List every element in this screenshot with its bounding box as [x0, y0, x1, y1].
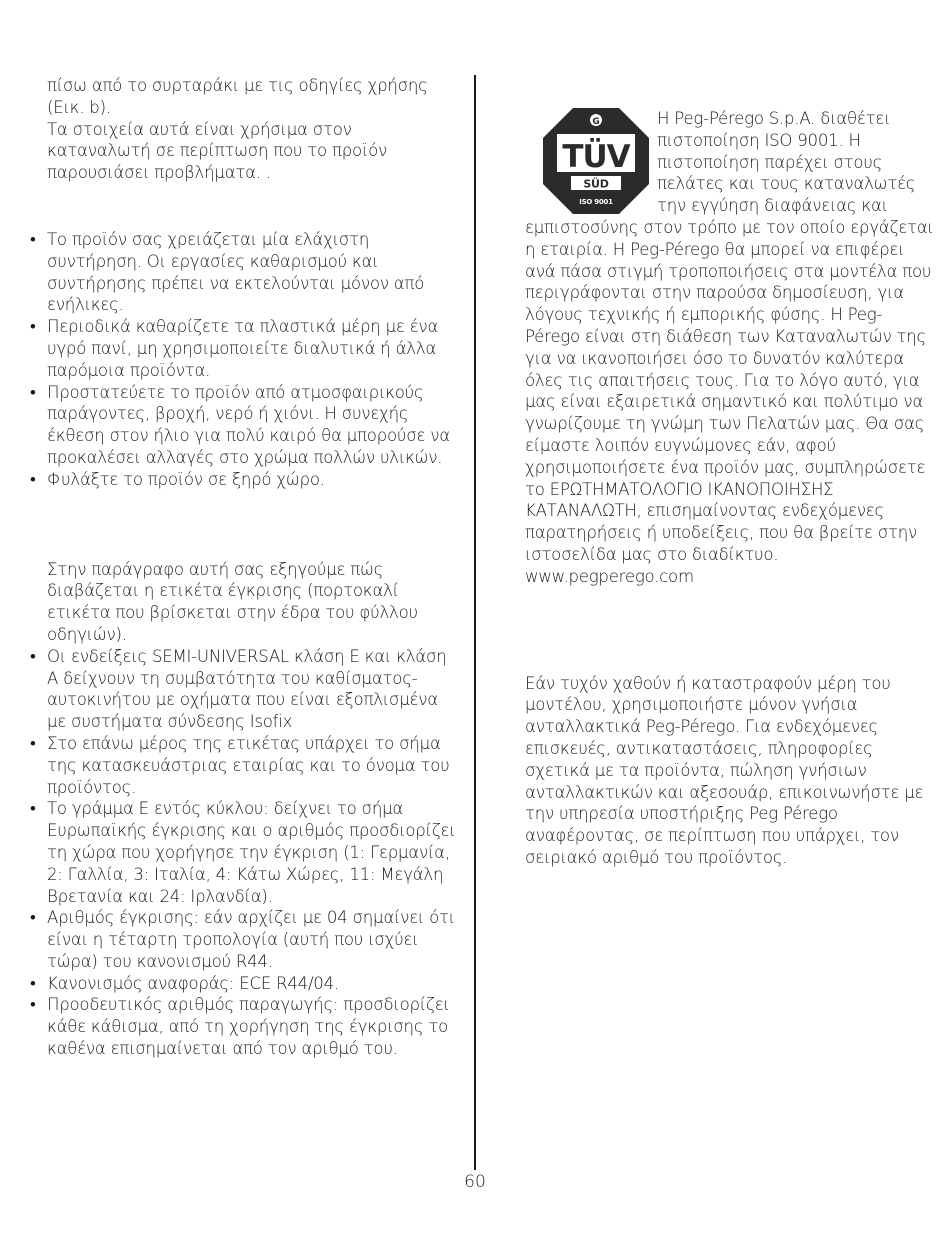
- list-item: • Στο επάνω μέρος της ετικέτας υπάρχει το σήμα της κατασκευάστριας εταιρίας και το όνομα του προϊόντος.: [30, 733, 460, 798]
- tuv-sud-iso-9001-logo-icon: [541, 106, 651, 216]
- logo-brand-text: TÜV: [562, 139, 630, 175]
- logo-sub-text: SÜD: [583, 177, 609, 191]
- list-item: • Περιοδικά καθαρίζετε τα πλαστικά μέρη με ένα υγρό πανί, μη χρησιμοποιείτε διαλυτικά ή άλλα παρόμοια προϊόντα.: [30, 316, 460, 381]
- right-column: [525, 108, 935, 869]
- approval-label-list: [30, 646, 460, 1060]
- spare-parts-text: Εάν τυχόν χαθούν ή καταστραφούν μέρη του μοντέλου, χρησιμοποιήστε μόνον γνήσια ανταλλακτικά Peg-Pérego. Για ενδεχόμενες επισκευές, αντικαταστάσεις, πληροφορίες σχετικά με τα προϊόντα, πώληση γνήσιων ανταλλακτικών και αξεσουάρ, επικοινωνήστε με την υπηρεσία υποστήριξης Peg Pérego αναφέροντας, σε περίπτωση που υπάρχει, τον σειριακό αριθμό του προϊόντος.: [525, 673, 924, 867]
- website-link[interactable]: www.pegperego.com: [525, 566, 694, 586]
- logo-top-letter: G: [592, 117, 600, 127]
- column-divider: [474, 75, 476, 1170]
- maintenance-list: [30, 229, 460, 491]
- list-item: • Προστατεύετε το προϊόν από ατμοσφαιρικούς παράγοντες, βροχή, νερό ή χιόνι. Η συνεχής έκθεση στον ήλιο για πολύ καιρό θα μπορούσε να προκαλέσει αλλαγές στο χρώμα πολλών υλικών.: [30, 382, 460, 469]
- intro-paragraph-2: Τα στοιχεία αυτά είναι χρήσιμα στον καταναλωτή σε περίπτωση που το προϊόν παρουσιάσει προβλήματα. .: [47, 119, 387, 183]
- logo-standard-text: ISO 9001: [579, 198, 613, 206]
- label-intro-paragraph: Στην παράγραφο αυτή σας εξηγούμε πώς διαβάζεται η ετικέτα έγκρισης (πορτοκαλί ετικέτα που βρίσκεται στην έδρα του φύλλου οδηγιών).: [47, 559, 418, 644]
- list-item: • Οι ενδείξεις SEMI-UNIVERSAL κλάση E και κλάση A δείχνουν τη συμβατότητα του καθίσματος-αυτοκινήτου με οχήματα που είναι εξοπλισμένα με συστήματα σύνδεσης Isofix: [30, 646, 460, 733]
- list-item: • Κανονισμός αναφοράς: ECE R44/04.: [30, 973, 460, 995]
- list-item: • Το προϊόν σας χρειάζεται μία ελάχιστη συντήρηση. Οι εργασίες καθαρισμού και συντήρησης πρέπει να εκτελούνται μόνον από ενήλικες.: [30, 229, 460, 316]
- page-number: 60: [464, 1172, 486, 1192]
- iso-certification-text: Η Peg-Pérego S.p.A. διαθέτει πιστοποίηση ISO 9001. Η πιστοποίηση παρέχει στους πελάτες και τους καταναλωτές την εγγύηση διαφάνειας και εμπιστοσύνης στον τρόπο με τον οποίο εργάζεται η εταιρία. Η Peg-Pérego θα μπορεί να επιφέρει ανά πάσα στιγμή τροποποιήσεις στα μοντέλα που περιγράφονται στην παρούσα δημοσίευση, για λόγους τεχνικής ή εμπορικής φύσης. Η Peg-Pérego είναι στη διάθεση των Καταναλωτών της για να ικανοποιήσει όσο το δυνατόν καλύτερα όλες τις απαιτήσεις τους. Για το λόγο αυτό, για μας είναι εξαιρετικά σημαντικό και πολύτιμο να γνωρίζουμε τη γνώμη των Πελατών μας. Θα σας είμαστε λοιπόν ευγνώμονες εάν, αφού χρησιμοποιήσετε ένα προϊόν μας, συμπληρώσετε το ΕΡΩΤΗΜΑΤΟΛΟΓΙΟ ΙΚΑΝΟΠΟΙΗΣΗΣ ΚΑΤΑΝΑΛΩΤΗ, επισημαίνοντας ενδεχόμενες παρατηρήσεις ή υποδείξεις, που θα βρείτε στην ιστοσελίδα μας στο διαδίκτυο.: [525, 109, 934, 564]
- list-item: • Αριθμός έγκρισης: εάν αρχίζει με 04 σημαίνει ότι είναι η τέταρτη τροπολογία (αυτή που ισχύει τώρα) του κανονισμού R44.: [30, 907, 460, 972]
- intro-paragraph-1: πίσω από το συρταράκι με τις οδηγίες χρήσης (Εικ. b).: [47, 76, 428, 117]
- left-column: [30, 75, 460, 1060]
- list-item: • Φυλάξτε το προϊόν σε ξηρό χώρο.: [30, 469, 460, 491]
- list-item: • Προοδευτικός αριθμός παραγωγής: προσδιορίζει κάθε κάθισμα, από τη χορήγηση της έγκρισης το καθένα επισημαίνεται από τον αριθμό του.: [30, 994, 460, 1059]
- list-item: • Το γράμμα E εντός κύκλου: δείχνει το σήμα Ευρωπαϊκής έγκρισης και ο αριθμός προσδιορίζει τη χώρα που χορήγησε την έγκριση (1: Γερμανία, 2: Γαλλία, 3: Ιταλία, 4: Κάτω Χώρες, 11: Μεγάλη Βρετανία και 24: Ιρλανδία).: [30, 798, 460, 907]
